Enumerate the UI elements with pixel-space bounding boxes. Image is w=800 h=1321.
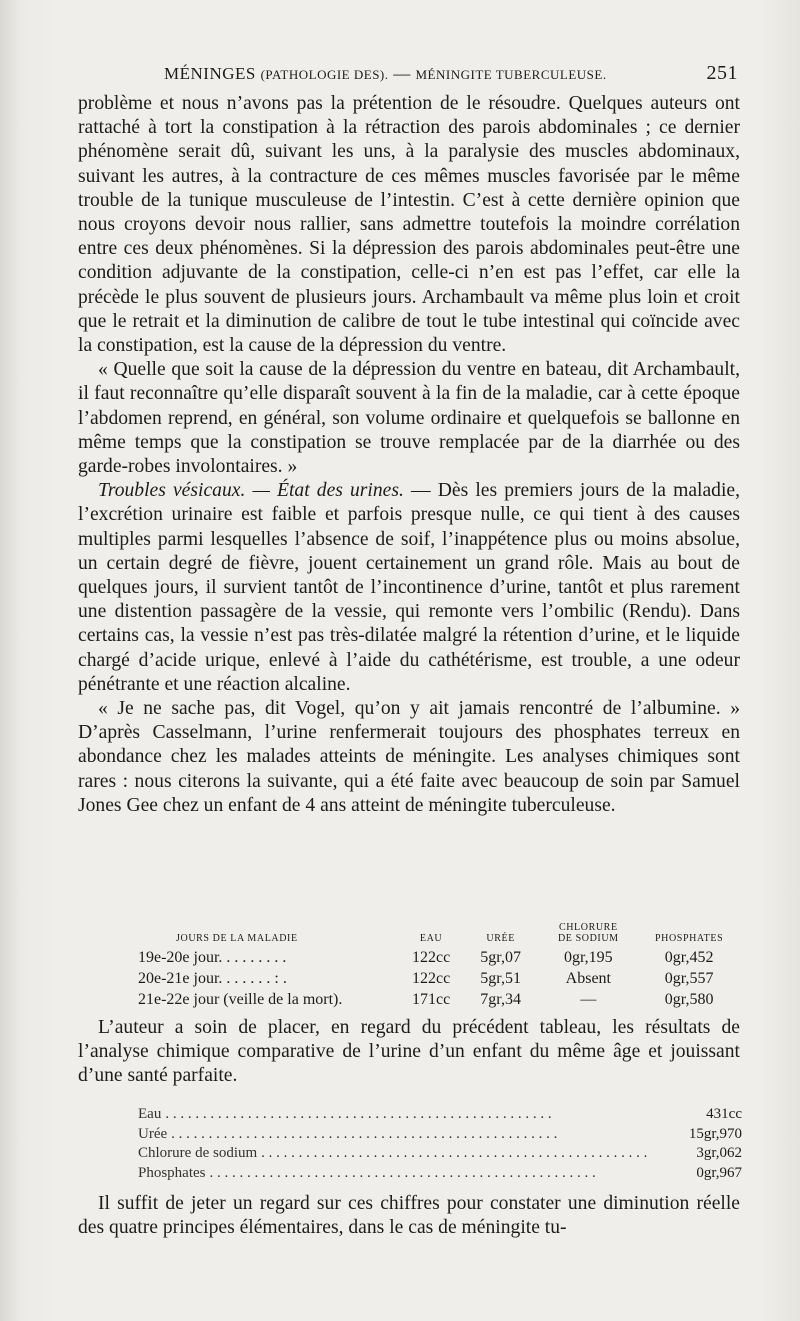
list-item: [138, 1125, 742, 1145]
running-header: [78, 58, 738, 92]
healthy-analysis-list: [138, 1105, 742, 1183]
cell-phosphates: 0gr,452: [664, 948, 714, 966]
paragraph-troubles-body: — Dès les premiers jours de la maladie, l’excrétion urinaire est faible et parfois presque nulle, ce qui tient à des causes multiples parmi lesquelles l’absence de soif, l’inappétence plus ou moins absolue, un certain degré de fièvre, jouent certainement un grand rôle. Mais au bout de quelques jours, il survient tantôt de l’incontinence d’urine, tantôt et plus rarement une distention passagère de la vessie, qui remonte vers l’ombilic (Rendu). Dans certains cas, la vessie n’est pas très-dilatée malgré la rétention d’urine, et le liquide chargé d’acide urique, enlevé à l’aide du cathétérisme, est trouble, a une odeur pénétrante et une réaction alcaline.: [78, 480, 740, 695]
section-heading-italic: Troubles vésicaux. — État des urines.: [98, 480, 404, 502]
paragraph-comparison: L’auteur a soin de placer, en regard du précédent tableau, les résultats de l’analyse chimique comparative de l’urine d’un enfant du même âge et jouissant d’une santé parfaite.: [78, 1017, 740, 1087]
leader-dots: . . . . . . . . . . . . . . . . . . . . . . . . . . . . . . . . . . . . . . . . . . . . . . . . . . . .: [209, 1164, 596, 1181]
item-label: Phosphates: [138, 1165, 210, 1181]
running-title-dash: —: [393, 64, 411, 83]
header-eau: EAU: [419, 933, 443, 944]
leader-dots: . . . . . . . . . . . . . . . . . . . . . . . . . . . . . . . . . . . . . . . . . . . . . . . . . . . .: [171, 1125, 558, 1142]
item-value: 0gr,967: [696, 1164, 742, 1181]
dot-leader: [138, 1144, 680, 1164]
item-label: Chlorure de sodium: [138, 1145, 261, 1161]
comparison-text: [78, 1016, 740, 1089]
list-item: [138, 1105, 742, 1125]
leader-dots: . . . . . . . . . . . . . . . . . . . . . . . . . . . . . . . . . . . . . . . . . . . . . . . . . . . .: [261, 1145, 648, 1162]
paragraph-vogel-quote: « Je ne sache pas, dit Vogel, qu’on y ait jamais rencontré de l’albumine. » D’après Casselmann, l’urine renfermerait toujours des phosphates terreux en abondance chez les malades atteints de méningite. Les analyses chimiques sont rares : nous citerons la suivante, qui a été faite avec beaucoup de soin par Samuel Jones Gee chez un enfant de 4 ans atteint de méningite tuberculeuse.: [78, 698, 740, 816]
cell-uree: 5gr,07: [480, 948, 521, 966]
cell-eau: 171cc: [411, 990, 451, 1008]
running-title-paren: (PATHOLOGIE DES).: [260, 67, 389, 82]
cell-chlorure: Absent: [565, 969, 611, 987]
table-header-row: [138, 922, 742, 947]
running-title: [164, 64, 607, 84]
list-item: [138, 1164, 742, 1184]
cell-day: 19e-20e jour. . . . . . . . .: [138, 948, 287, 966]
dot-leader: [138, 1164, 680, 1184]
cell-eau: 122cc: [411, 948, 451, 966]
cell-day: 20e-21e jour. . . . . . . : .: [138, 969, 287, 987]
item-label: Urée: [138, 1126, 171, 1142]
header-chlorure-line1: CHLORURE: [558, 922, 618, 933]
dot-leader: [138, 1105, 680, 1125]
header-uree: URÉE: [486, 933, 515, 944]
cell-phosphates: 0gr,557: [664, 969, 714, 987]
list-item: [138, 1144, 742, 1164]
paragraph-constipation: problème et nous n’avons pas la prétention de le résoudre. Quelques auteurs ont rattaché à tort la constipation à la rétraction des parois abdominales ; ce dernier phénomène serait dû, suivant les uns, à la paralysie des muscles abdominaux, suivant les autres, à la contracture de ces mêmes muscles favorisée par le même trouble de la tunique musculeuse de l’intestin. C’est à cette dernière opinion que nous croyons devoir nous rallier, sans admettre toutefois la moindre corrélation entre ces deux phénomènes. Si la dépression des parois abdominales peut-être une condition adjuvante de la constipation, celle-ci n’en est pas l’effet, car elle la précède le plus souvent de plusieurs jours. Archambault va même plus loin et croit que le retrait et la diminution de calibre de tout le tube intestinal qui coïncide avec la constipation, est la cause de la dépression du ventre.: [78, 93, 740, 357]
table-row: [138, 989, 742, 1010]
header-chlorure: [540, 922, 636, 947]
cell-chlorure: 0gr,195: [563, 948, 613, 966]
page-number: 251: [706, 62, 738, 84]
cell-chlorure: —: [580, 990, 597, 1008]
running-title-main: MÉNINGES: [164, 64, 256, 83]
cell-day: 21e-22e jour (veille de la mort).: [138, 990, 343, 1008]
cell-uree: 7gr,34: [480, 990, 521, 1008]
closing-text: [78, 1192, 740, 1240]
item-value: 3gr,062: [696, 1145, 742, 1162]
cell-uree: 5gr,51: [480, 969, 521, 987]
urine-analysis-table: [138, 922, 742, 1010]
cell-eau: 122cc: [411, 969, 451, 987]
paragraph-archambault-quote: « Quelle que soit la cause de la dépression du ventre en bateau, dit Archambault, il faut reconnaître qu’elle disparaît souvent à la fin de la maladie, car à cette époque l’abdomen reprend, en général, son volume ordinaire et quelquefois se ballonne en même temps que la constipation se trouve remplacée par de la diarrhée ou des garde-robes involontaires. »: [78, 359, 740, 478]
header-phosphates: PHOSPHATES: [654, 933, 724, 944]
table-row: [138, 947, 742, 968]
item-value: 15gr,970: [688, 1125, 742, 1142]
running-title-sub: MÉNINGITE TUBERCULEUSE.: [415, 67, 607, 82]
paragraph-closing: Il suffit de jeter un regard sur ces chiffres pour constater une diminution réelle des quatre principes élémentaires, dans le cas de méningite tu-: [78, 1193, 740, 1239]
item-label: Eau: [138, 1106, 165, 1122]
header-chlorure-line2: DE SODIUM: [557, 933, 619, 944]
item-value: 431cc: [706, 1106, 742, 1122]
main-text: [78, 92, 740, 818]
paragraph-troubles-vesicaux: [78, 479, 740, 697]
header-day: JOURS DE LA MALADIE: [176, 933, 298, 944]
leader-dots: . . . . . . . . . . . . . . . . . . . . . . . . . . . . . . . . . . . . . . . . . . . . . . . . . . . .: [165, 1106, 552, 1122]
dot-leader: [138, 1125, 680, 1145]
table-row: [138, 968, 742, 989]
cell-phosphates: 0gr,580: [664, 990, 714, 1008]
